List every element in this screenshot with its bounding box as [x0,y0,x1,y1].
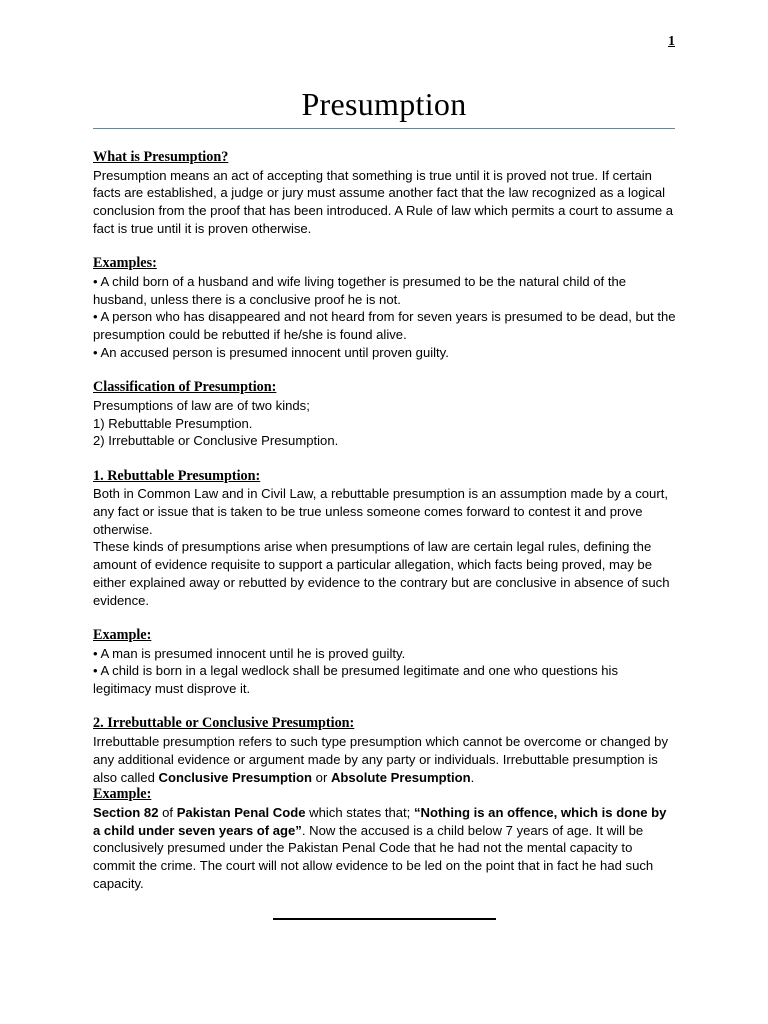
heading-examples: Examples: [93,255,157,272]
example-item: • An accused person is presumed innocent until proven guilty. [93,344,449,360]
rebuttable-paragraph: These kinds of presumptions arise when presumptions of law are certain legal rules, defining the amount of evidence requisite to support a particular allegation, which facts being proved, may be either explained away or rebutted by evidence to the contrary but are conclusive in absence of such evidence. [93,539,670,608]
term-pakistan-penal-code: Pakistan Penal Code [176,804,306,820]
definition-paragraph: Presumption means an act of accepting that something is true until it is proved not true. If certain facts are established, a judge or jury must assume another fact that the law recognized as a logical conclusion from the proof that has been introduced. A Rule of law which permits a court to assume a fact is true until it is proven otherwise. [93,167,674,236]
heading-irrebuttable-example: Example: [93,786,152,803]
irrebuttable-paragraph: Irrebuttable presumption refers to such type presumption which cannot be overcome or changed by any additional evidence or argument made by any party or individuals. Irrebuttable presumption is also called Conclusive Presumption or Absolute Presumption. [93,734,668,785]
heading-rebuttable-example: Example: [93,626,152,643]
example-item: • A child born of a husband and wife living together is presumed to be the natural child of the husband, unless there is a conclusive proof he is not. [93,273,627,307]
classification-line: 1) Rebuttable Presumption. [93,415,253,431]
heading-irrebuttable-presumption: 2. Irrebuttable or Conclusive Presumption: [93,715,355,732]
rebuttable-example-item: • A man is presumed innocent until he is proved guilty. [93,645,406,661]
heading-classification: Classification of Presumption: [93,379,277,396]
rebuttable-example-item: • A child is born in a legal wedlock shall be presumed legitimate and one who questions his legitimacy must disprove it. [93,663,619,697]
irrebuttable-example-paragraph: Section 82 of Pakistan Penal Code which states that; “Nothing is an offence, which is done by a child under seven years of age”. Now the accused is a child below 7 years of age. It will be conclusively presumed under the Pakistan Penal Code that he had not the mental capacity to commit the crime. The court will not allow evidence to be led on the point that in fact he had such capacity. [93,804,667,891]
document-title: Presumption [301,86,467,122]
classification-line: 2) Irrebuttable or Conclusive Presumption. [93,433,339,449]
term-section-82: Section 82 [93,804,159,820]
term-absolute-presumption: Absolute Presumption [330,769,471,785]
heading-rebuttable-presumption: 1. Rebuttable Presumption: [93,467,261,484]
classification-line: Presumptions of law are of two kinds; [93,397,310,413]
page-number: 1 [668,34,675,49]
title-underline-rule [93,128,675,129]
end-separator-rule [273,918,496,920]
document-body [93,149,677,892]
example-item: • A person who has disappeared and not heard from for seven years is presumed to be dead, but the presumption could be rebutted if he/she is found alive. [93,309,676,343]
term-conclusive-presumption: Conclusive Presumption [158,769,313,785]
quoted-statute: “Nothing is an offence, which is done by a child under seven years of age” [93,804,667,838]
heading-what-is-presumption: What is Presumption? [93,149,229,165]
rebuttable-paragraph: Both in Common Law and in Civil Law, a rebuttable presumption is an assumption made by a court, any fact or issue that is taken to be true unless someone comes forward to contest it and prove otherwise. [93,486,668,537]
